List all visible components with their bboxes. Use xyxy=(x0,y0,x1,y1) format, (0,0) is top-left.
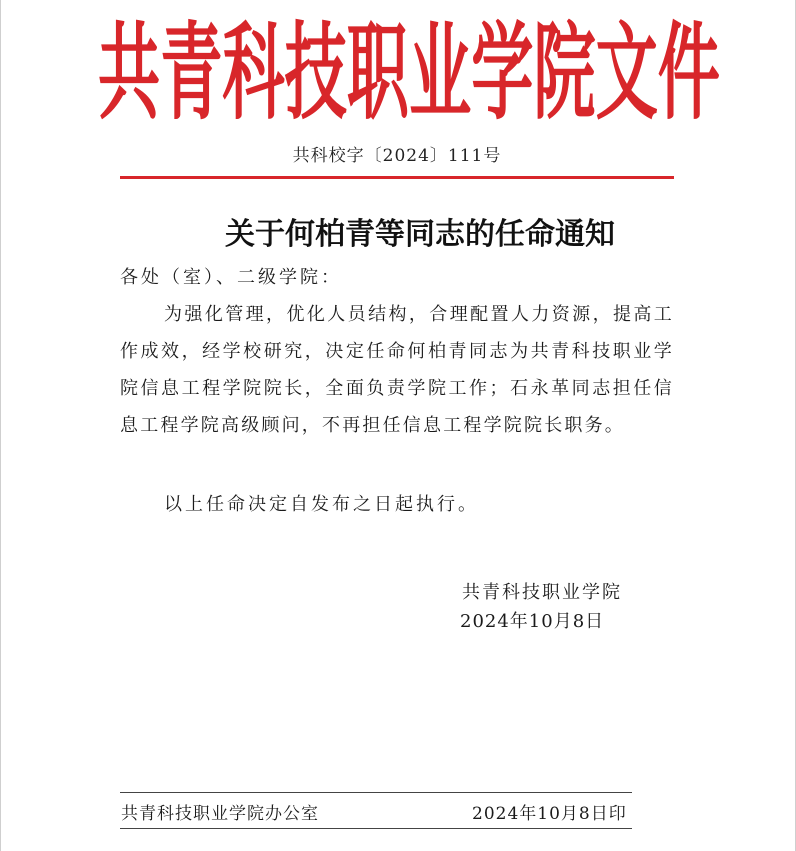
notice-recipient: 各处（室）、二级学院： xyxy=(120,267,342,288)
footer-rule-bottom xyxy=(120,828,632,829)
footer-issuing-office: 共青科技职业学院办公室 xyxy=(121,804,319,824)
notice-body: 为强化管理，优化人员结构，合理配置人力资源，提高工作成效，经学校研究，决定任命何柏青同志为共青科技职业学院信息工程学院院长，全面负责学院工作；石永革同志担任信息工程学院高级顾问，不再担任信息工程学院院长职务。 xyxy=(120,304,674,436)
page-edge-left xyxy=(0,0,1,851)
notice-closing: 以上任命决定自发布之日起执行。 xyxy=(164,494,479,515)
red-separator-line xyxy=(120,176,674,179)
signature-date: 2024年10月8日 xyxy=(460,611,605,632)
footer-print-date: 2024年10月8日印 xyxy=(472,804,627,824)
signature-organization: 共青科技职业学院 xyxy=(462,582,622,603)
document-number: 共科校字〔2024〕111号 xyxy=(292,146,502,166)
notice-heading: 关于何柏青等同志的任命通知 xyxy=(225,217,615,252)
footer-rule-top xyxy=(120,792,632,793)
header-title-text: 共青科技职业学院文件 xyxy=(98,12,721,131)
document-header-title xyxy=(96,6,722,131)
